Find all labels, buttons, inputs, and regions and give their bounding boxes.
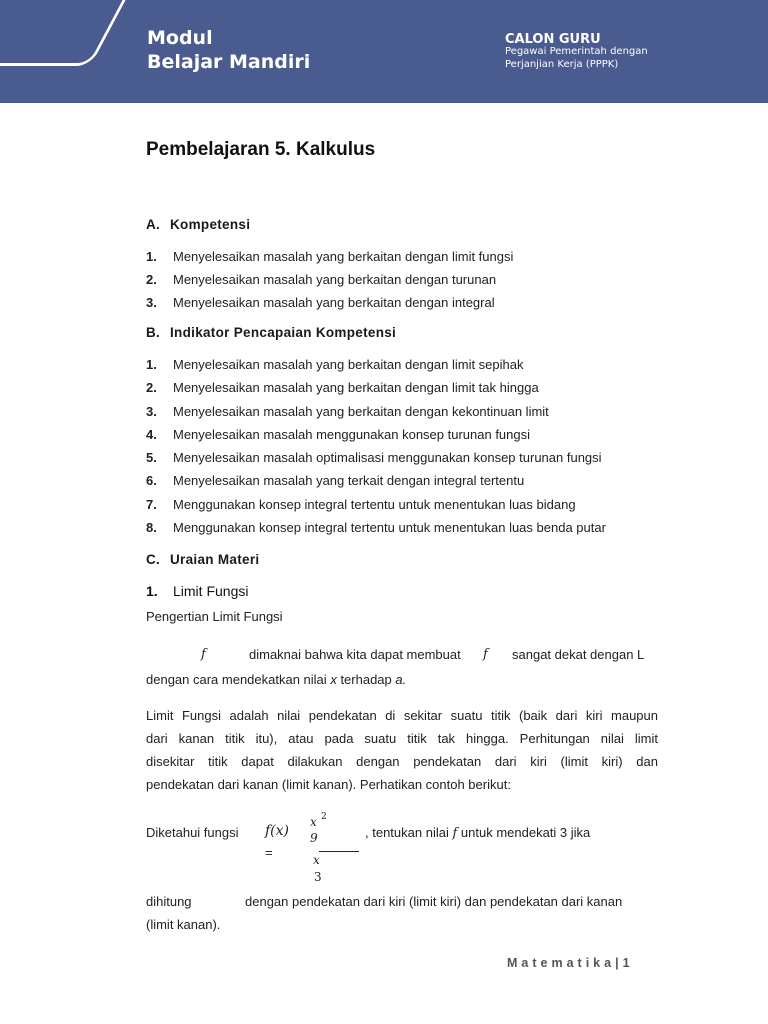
page-number: 1	[622, 956, 634, 970]
list-text: Menyelesaikan masalah yang berkaitan dengan limit tak hingga	[173, 380, 539, 395]
section-letter: A.	[146, 217, 161, 232]
footer-subject: Matematika	[507, 956, 616, 970]
list-item	[146, 249, 513, 264]
module-title-line2: Belajar Mandiri	[147, 51, 311, 73]
page-header	[0, 0, 768, 103]
section-title: Indikator Pencapaian Kompetensi	[170, 325, 397, 340]
list-text: Menggunakan konsep integral tertentu untuk menentukan luas benda putar	[173, 520, 606, 535]
list-number: 5.	[146, 450, 157, 465]
list-item	[146, 272, 496, 287]
section-c-heading	[146, 552, 259, 567]
list-item	[146, 473, 524, 488]
section-letter: C.	[146, 552, 161, 567]
example-tail	[365, 825, 590, 841]
definition-text: sangat dekat dengan L	[512, 647, 645, 662]
page-footer	[507, 956, 634, 970]
section-title: Kompetensi	[170, 217, 251, 232]
section-b-heading	[146, 325, 396, 340]
list-number: 8.	[146, 520, 157, 535]
list-text: Menggunakan konsep integral tertentu untuk menentukan luas bidang	[173, 497, 576, 512]
math-equals: =	[265, 845, 273, 860]
math-a: a.	[395, 672, 407, 687]
paragraph-line: pendekatan dari kanan (limit kanan). Perhatikan contoh berikut:	[146, 777, 511, 792]
list-number: 1.	[146, 249, 157, 264]
subsection-title: Limit Fungsi	[173, 583, 249, 599]
paragraph-line: dari kanan titik itu), atau pada suatu titik tak hingga. Perhitungan nilai limit	[146, 731, 658, 746]
section-a-heading	[146, 217, 250, 232]
definition-text: dimaknai bahwa kita dapat membuat	[249, 647, 461, 662]
list-number: 6.	[146, 473, 157, 488]
example-lead: Diketahui fungsi	[146, 825, 239, 840]
list-text: Menyelesaikan masalah yang berkaitan dengan limit fungsi	[173, 249, 514, 264]
paragraph2-word: dihitung	[146, 894, 192, 909]
paragraph2-line2: (limit kanan).	[146, 917, 221, 932]
paragraph-line: Limit Fungsi adalah nilai pendekatan di sekitar suatu titik (baik dari kiri maupun	[146, 708, 658, 723]
footer-separator: |	[615, 956, 623, 970]
list-item	[146, 497, 576, 512]
subsection-number: 1.	[146, 583, 158, 599]
fraction-numerator-9: 9	[310, 831, 318, 845]
math-x: x	[330, 672, 337, 687]
list-text: Menyelesaikan masalah yang berkaitan dengan kekontinuan limit	[173, 404, 549, 419]
math-f: f	[452, 826, 458, 841]
list-number: 3.	[146, 295, 157, 310]
list-item	[146, 427, 530, 442]
list-number: 2.	[146, 380, 157, 395]
section-letter: B.	[146, 325, 161, 340]
definition-line2	[146, 672, 406, 687]
example-text: untuk mendekati 3 jika	[460, 825, 591, 840]
example-text: , tentukan nilai	[365, 825, 449, 840]
header-decoration	[0, 0, 142, 66]
paragraph-limit-definition	[146, 704, 658, 796]
list-item	[146, 520, 606, 535]
list-item	[146, 295, 495, 310]
paragraph-line: disekitar titik dapat dilakukan dengan pendekatan dari kiri (limit kiri) dan	[146, 754, 658, 769]
module-title-line1: Modul	[147, 27, 213, 49]
paragraph2-text: dengan pendekatan dari kiri (limit kiri) dan pendekatan dari kanan	[245, 894, 623, 909]
list-text: Menyelesaikan masalah menggunakan konsep turunan fungsi	[173, 427, 531, 442]
definition-text: terhadap	[340, 672, 392, 687]
list-number: 4.	[146, 427, 157, 442]
list-number: 1.	[146, 357, 157, 372]
math-fx: f(x)	[265, 823, 290, 839]
list-text: Menyelesaikan masalah yang berkaitan dengan limit sepihak	[173, 357, 524, 372]
list-number: 3.	[146, 404, 157, 419]
fraction-denominator-3: 3	[314, 870, 322, 884]
header-right-title: CALON GURU	[505, 32, 601, 47]
list-item	[146, 380, 539, 395]
list-item	[146, 450, 602, 465]
list-number: 2.	[146, 272, 157, 287]
subsection-heading	[146, 583, 248, 599]
section-title: Uraian Materi	[170, 552, 260, 567]
math-f: f	[483, 647, 488, 662]
math-f: f	[201, 647, 206, 662]
list-item	[146, 404, 549, 419]
header-right-sub1: Pegawai Pemerintah dengan	[505, 46, 648, 57]
fraction-numerator-x: x	[310, 815, 317, 829]
subheading-text: Pengertian Limit Fungsi	[146, 609, 283, 624]
list-text: Menyelesaikan masalah yang terkait dengan integral tertentu	[173, 473, 525, 488]
list-text: Menyelesaikan masalah yang berkaitan dengan integral	[173, 295, 495, 310]
list-text: Menyelesaikan masalah optimalisasi menggunakan konsep turunan fungsi	[173, 450, 602, 465]
fraction-exponent: 2	[321, 812, 327, 822]
list-text: Menyelesaikan masalah yang berkaitan dengan turunan	[173, 272, 497, 287]
definition-text: dengan cara mendekatkan nilai	[146, 672, 327, 687]
list-number: 7.	[146, 497, 157, 512]
page-title: Pembelajaran 5. Kalkulus	[146, 139, 376, 160]
header-right-sub2: Perjanjian Kerja (PPPK)	[505, 59, 619, 70]
list-item	[146, 357, 524, 372]
fraction-denominator-x: x	[313, 853, 320, 867]
fraction-bar	[319, 851, 359, 852]
